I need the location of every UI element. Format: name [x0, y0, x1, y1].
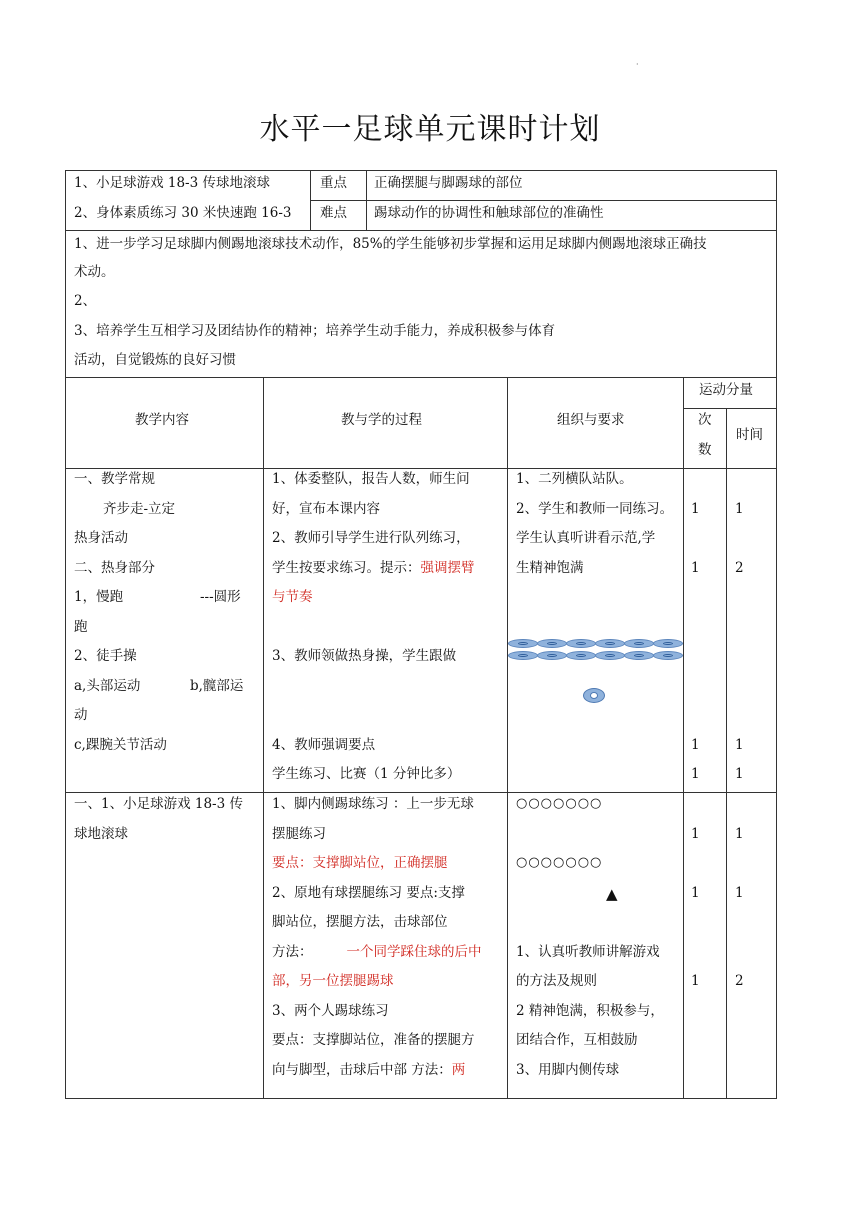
warmup-process-line: 1、体委整队，报告人数，师生问 — [272, 471, 470, 487]
header-process: 教与学的过程 — [341, 412, 422, 428]
warmup-process-line: 好，宣布本课内容 — [272, 501, 380, 517]
student-marker — [624, 639, 654, 648]
game-process-line: 要点：支撑脚站位，正确摆腿 — [272, 855, 448, 871]
difficulty-text: 踢球动作的协调性和触球部位的准确性 — [374, 205, 604, 221]
content-item-2: 2、身体素质练习 30 米快速跑 16-3 — [74, 205, 292, 221]
warmup-process-line: 4、教师强调要点 — [272, 737, 376, 753]
page-title: 水平一足球单元课时计划 — [259, 112, 601, 147]
student-row-circles: ○○○○○○○ — [516, 855, 603, 870]
header-exercise-load: 运动分量 — [699, 382, 753, 398]
warmup-count: 1 — [691, 766, 700, 782]
game-process-line: 2、原地有球摆腿练习 要点:支撑 — [272, 885, 465, 901]
warmup-content-line: c,踝腕关节活动 — [74, 737, 167, 753]
warmup-time: 1 — [735, 737, 744, 753]
game-process-line: 部，另一位摆腿踢球 — [272, 973, 394, 989]
game-count: 1 — [691, 973, 700, 989]
warmup-count: 1 — [691, 501, 700, 517]
game-process-line: 脚站位，摆腿方法，击球部位 — [272, 914, 448, 930]
game-process-line: 1、脚内侧踢球练习 ：上一步无球 — [272, 796, 474, 812]
student-marker — [595, 639, 625, 648]
difficulty-label: 难点 — [320, 205, 347, 221]
student-marker — [537, 639, 567, 648]
warmup-org-line: 生精神饱满 — [516, 560, 584, 576]
warmup-org-line: 2、学生和教师一同练习。 — [516, 501, 674, 517]
game-content-line: 球地滚球 — [74, 826, 128, 842]
warmup-content-line: 1，慢跑 — [74, 589, 124, 605]
warmup-content-line: 二、热身部分 — [74, 560, 155, 576]
warmup-count: 1 — [691, 737, 700, 753]
corner-mark: · — [636, 60, 639, 69]
game-count: 1 — [691, 885, 700, 901]
game-process-line: 摆腿练习 — [272, 826, 326, 842]
student-marker — [566, 639, 596, 648]
key-point-label: 重点 — [320, 175, 347, 191]
warmup-process-line: 2、教师引导学生进行队列练习， — [272, 530, 470, 546]
student-marker — [508, 639, 538, 648]
warmup-content-line: 齐步走-立定 — [103, 501, 176, 517]
header-count: 数 — [698, 442, 712, 458]
teacher-marker-icon — [583, 688, 605, 703]
warmup-process-line: 与节奏 — [272, 589, 313, 605]
warmup-time: 1 — [735, 501, 744, 517]
student-marker — [653, 639, 683, 648]
game-process-line: 方法： 一个同学踩住球的后中 — [272, 944, 482, 960]
warmup-org-line: 1、二列横队站队。 — [516, 471, 633, 487]
warmup-content-line: b,髋部运 — [190, 678, 244, 694]
header-count: 次 — [698, 412, 712, 428]
warmup-process-line: 学生按要求练习。提示：强调摆臂 — [272, 560, 475, 576]
warmup-time: 2 — [735, 560, 744, 576]
student-marker — [624, 651, 654, 660]
objective-line: 3、培养学生互相学习及团结协作的精神；培养学生动手能力，养成积极参与体育 — [74, 323, 556, 339]
header-time: 时间 — [736, 427, 763, 443]
game-time: 2 — [735, 973, 744, 989]
game-time: 1 — [735, 885, 744, 901]
game-org-line: 2 精神饱满，积极参与， — [516, 1003, 664, 1019]
warmup-process-line: 3、教师领做热身操，学生跟做 — [272, 648, 457, 664]
game-content-line: 一、1、小足球游戏 18-3 传 — [74, 796, 244, 812]
student-marker — [508, 651, 538, 660]
warmup-org-line: 学生认真听讲看示范,学 — [516, 530, 656, 546]
warmup-content-line: ---圆形 — [200, 589, 241, 605]
objective-line: 术动。 — [74, 264, 115, 280]
game-org-line: 团结合作，互相鼓励 — [516, 1032, 638, 1048]
warmup-time: 1 — [735, 766, 744, 782]
header-organization: 组织与要求 — [557, 412, 625, 428]
objective-line: 1、进一步学习足球脚内侧踢地滚球技术动作，85%的学生能够初步掌握和运用足球脚内侧踢地滚球正确技 — [74, 236, 707, 252]
warmup-content-line: 热身活动 — [74, 530, 128, 546]
game-org-line: 1、认真听教师讲解游戏 — [516, 944, 660, 960]
warmup-content-line: 2、徒手操 — [74, 648, 137, 664]
game-process-line: 要点：支撑脚站位，准备的摆腿方 — [272, 1032, 475, 1048]
warmup-count: 1 — [691, 560, 700, 576]
student-marker — [566, 651, 596, 660]
objective-line: 活动，自觉锻炼的良好习惯 — [74, 352, 236, 368]
header-content: 教学内容 — [135, 412, 189, 428]
teacher-triangle-icon: ▲ — [606, 885, 618, 903]
warmup-content-line: 一、教学常规 — [74, 471, 155, 487]
game-process-line: 向与脚型，击球后中部 方法：两 — [272, 1062, 466, 1078]
student-marker — [537, 651, 567, 660]
game-time: 1 — [735, 826, 744, 842]
warmup-content-line: 跑 — [74, 619, 88, 635]
game-process-line: 3、两个人踢球练习 — [272, 1003, 389, 1019]
content-item-1: 1、小足球游戏 18-3 传球地滚球 — [74, 175, 271, 191]
warmup-content-line: 动 — [74, 707, 88, 723]
student-marker — [595, 651, 625, 660]
game-org-line: 3、用脚内侧传球 — [516, 1062, 620, 1078]
warmup-process-line: 学生练习、比赛（1 分钟比多） — [272, 766, 461, 782]
game-org-line: 的方法及规则 — [516, 973, 597, 989]
objective-line: 2、 — [74, 293, 97, 309]
student-marker — [653, 651, 683, 660]
game-count: 1 — [691, 826, 700, 842]
student-row-circles: ○○○○○○○ — [516, 796, 603, 811]
warmup-content-line: a,头部运动 — [74, 678, 141, 694]
key-point-text: 正确摆腿与脚踢球的部位 — [374, 175, 523, 191]
